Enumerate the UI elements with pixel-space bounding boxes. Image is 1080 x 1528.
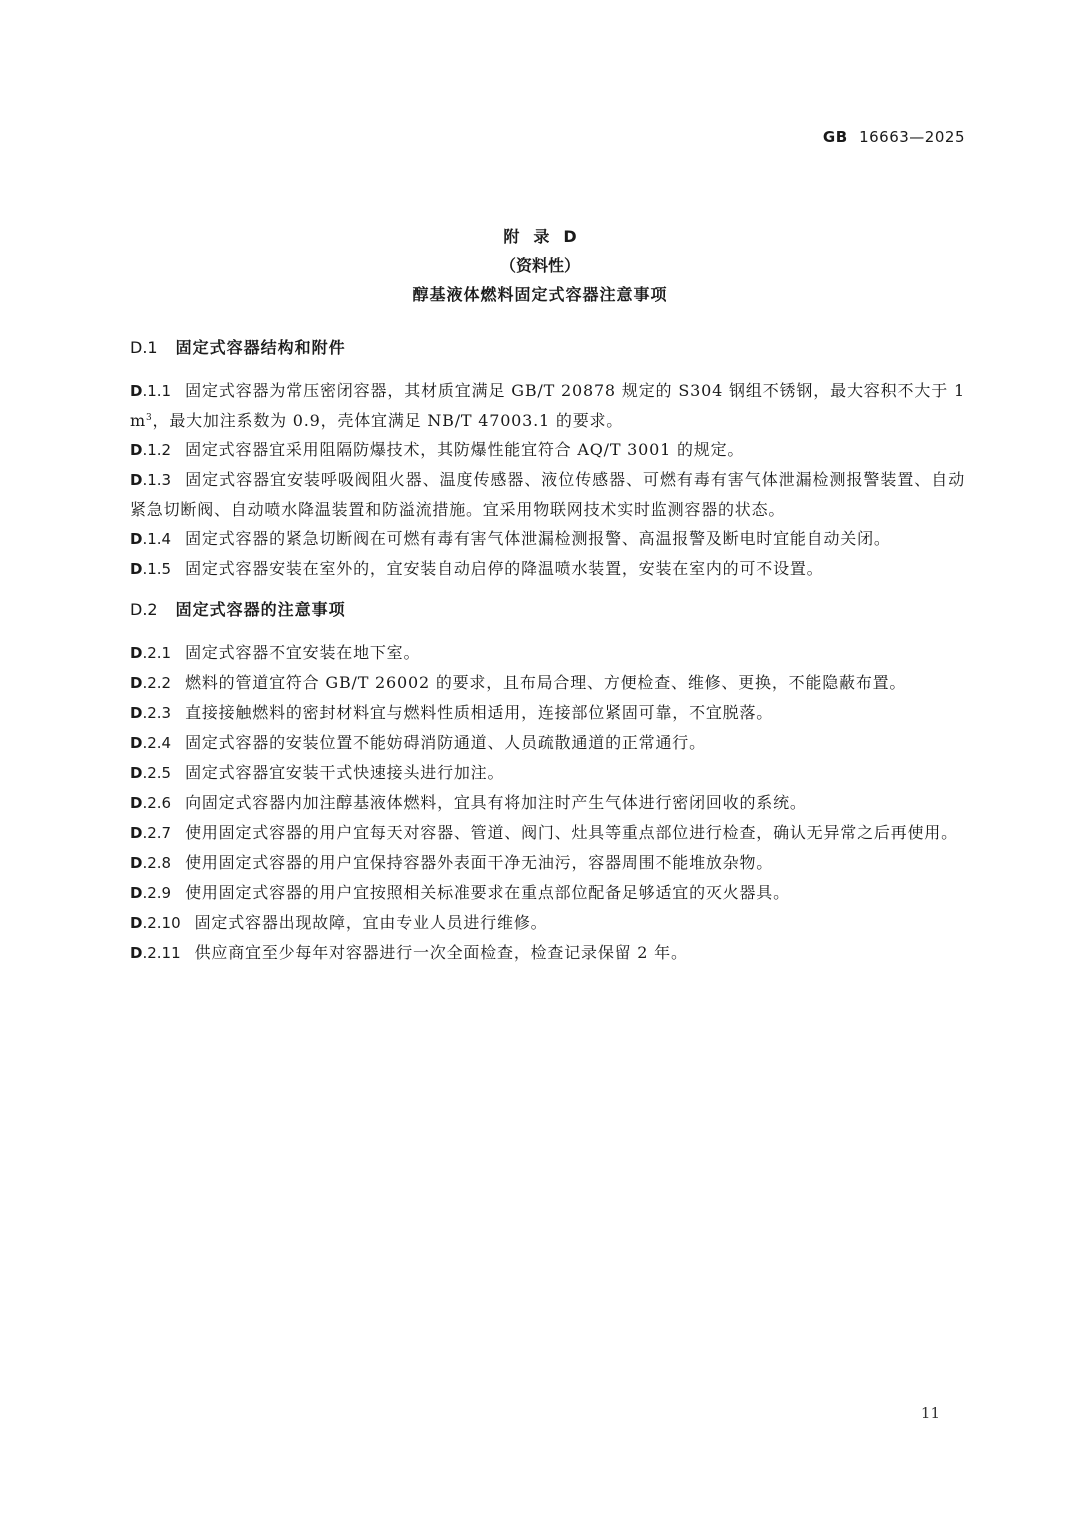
clause-number: D.1.3 bbox=[130, 471, 172, 489]
clause bbox=[130, 524, 965, 554]
clause-number: D.2.4 bbox=[130, 734, 172, 752]
clause bbox=[130, 376, 965, 435]
clause-text: 供应商宜至少每年对容器进行一次全面检查，检查记录保留 2 年。 bbox=[194, 943, 688, 962]
clause-number: D.2.11 bbox=[130, 944, 181, 962]
clause-text: 固定式容器为常压密闭容器，其材质宜满足 GB/T 20878 规定的 S304 钢组不锈钢，最大容积不大于 1 m bbox=[130, 381, 965, 430]
clause-number: D.2.1 bbox=[130, 644, 172, 662]
standard-code bbox=[823, 128, 965, 146]
appendix-name: 醇基液体燃料固定式容器注意事项 bbox=[412, 285, 668, 304]
clause-text: 固定式容器宜采用阻隔防爆技术，其防爆性能宜符合 AQ/T 3001 的规定。 bbox=[185, 440, 745, 459]
page-number: 11 bbox=[920, 1404, 940, 1422]
clause-number: D.1.4 bbox=[130, 530, 172, 548]
clause-text: 固定式容器的紧急切断阀在可燃有毒有害气体泄漏检测报警、高温报警及断电时宜能自动关闭。 bbox=[185, 529, 891, 548]
clause bbox=[130, 788, 965, 818]
clause-number: D.2.10 bbox=[130, 914, 181, 932]
clause bbox=[130, 638, 965, 668]
clause-text: 固定式容器宜安装呼吸阀阻火器、温度传感器、液位传感器、可燃有毒有害气体泄漏检测报警装置、自动紧急切断阀、自动喷水降温装置和防溢流措施。宜采用物联网技术实时监测容器的状态。 bbox=[130, 470, 965, 519]
clause-number: D.1.5 bbox=[130, 560, 172, 578]
clause-number: D.1.2 bbox=[130, 441, 172, 459]
superscript: 3 bbox=[145, 413, 153, 423]
section-number: D.2 bbox=[130, 600, 158, 619]
clause bbox=[130, 878, 965, 908]
clause-text: ，最大加注系数为 0.9，壳体宜满足 NB/T 47003.1 的要求。 bbox=[152, 411, 624, 430]
clause bbox=[130, 848, 965, 878]
section-title: 固定式容器结构和附件 bbox=[175, 338, 346, 357]
section-number: D.1 bbox=[130, 338, 158, 357]
clause-text: 直接接触燃料的密封材料宜与燃料性质相适用，连接部位紧固可靠，不宜脱落。 bbox=[185, 703, 774, 722]
clause-number: D.2.9 bbox=[130, 884, 172, 902]
clause bbox=[130, 938, 965, 968]
clause-number: D.2.8 bbox=[130, 854, 172, 872]
clause-text: 使用固定式容器的用户宜保持容器外表面干净无油污，容器周围不能堆放杂物。 bbox=[185, 853, 774, 872]
clause-text: 固定式容器安装在室外的，宜安装自动启停的降温喷水装置，安装在室内的可不设置。 bbox=[185, 559, 824, 578]
clause-text: 使用固定式容器的用户宜每天对容器、管道、阀门、灶具等重点部位进行检查，确认无异常之后再使用。 bbox=[185, 823, 958, 842]
section-heading bbox=[130, 334, 965, 362]
clause-text: 固定式容器不宜安装在地下室。 bbox=[185, 643, 421, 662]
clause bbox=[130, 435, 965, 465]
section-heading bbox=[130, 596, 965, 624]
clause bbox=[130, 668, 965, 698]
clause bbox=[130, 554, 965, 584]
clause-text: 固定式容器宜安装干式快速接头进行加注。 bbox=[185, 763, 505, 782]
appendix-nature: （资料性） bbox=[499, 256, 580, 275]
clause bbox=[130, 698, 965, 728]
clause-text: 固定式容器的安装位置不能妨碍消防通道、人员疏散通道的正常通行。 bbox=[185, 733, 706, 752]
clause bbox=[130, 818, 965, 848]
clause-number: D.2.6 bbox=[130, 794, 172, 812]
appendix-title: 附录D bbox=[503, 227, 591, 246]
clause-text: 固定式容器出现故障，宜由专业人员进行维修。 bbox=[194, 913, 548, 932]
clause-number: D.2.3 bbox=[130, 704, 172, 722]
standard-number: 16663—2025 bbox=[859, 128, 965, 146]
document-body bbox=[130, 334, 965, 968]
clause-number: D.2.5 bbox=[130, 764, 172, 782]
clause bbox=[130, 758, 965, 788]
clause bbox=[130, 465, 965, 524]
section-title: 固定式容器的注意事项 bbox=[175, 600, 346, 619]
standard-prefix: GB bbox=[822, 128, 848, 146]
clause-text: 向固定式容器内加注醇基液体燃料，宜具有将加注时产生气体进行密闭回收的系统。 bbox=[185, 793, 807, 812]
clause-text: 燃料的管道宜符合 GB/T 26002 的要求，且布局合理、方便检查、维修、更换，不能隐蔽布置。 bbox=[185, 673, 907, 692]
clause-number: D.1.1 bbox=[130, 382, 172, 400]
clause bbox=[130, 908, 965, 938]
clause-number: D.2.2 bbox=[130, 674, 172, 692]
clause-text: 使用固定式容器的用户宜按照相关标准要求在重点部位配备足够适宜的灭火器具。 bbox=[185, 883, 790, 902]
appendix-heading bbox=[0, 222, 1080, 309]
clause-number: D.2.7 bbox=[130, 824, 172, 842]
clause bbox=[130, 728, 965, 758]
